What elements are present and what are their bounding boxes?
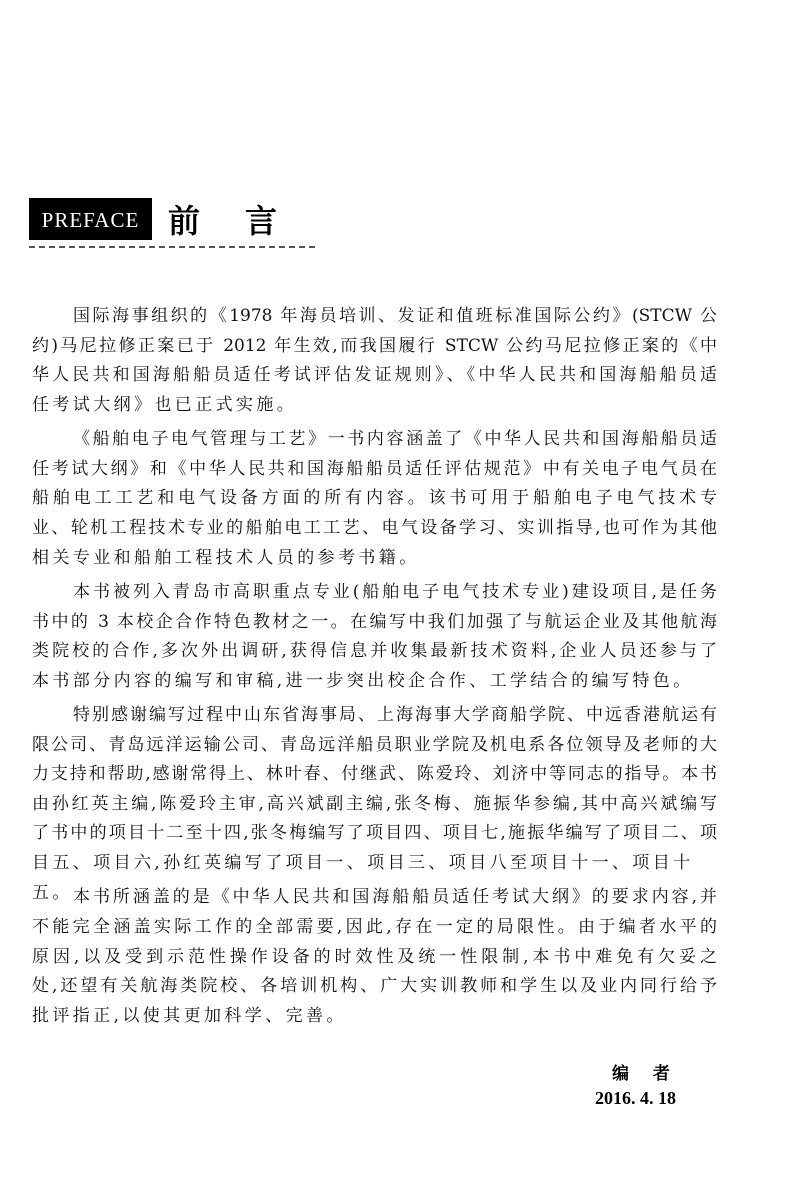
paragraph	[32, 302, 717, 420]
preface-body	[32, 302, 717, 1031]
text-line: 船舶电工工艺和电气设备方面的所有内容。该书可用于船舶电子电气技术专	[32, 488, 717, 509]
text-line: 国际海事组织的《1978 年海员培训、发证和值班标准国际公约》(STCW 公	[73, 306, 717, 326]
text-line: 华人民共和国海船船员适任考试评估发证规则》、《中华人民共和国海船船员适	[32, 365, 717, 386]
text-line: 限公司、青岛远洋运输公司、青岛远洋船员职业学院及机电系各位领导及老师的大	[32, 734, 717, 755]
text-line: 原因,以及受到示范性操作设备的时效性及统一性限制,本书中难免有欠妥之	[32, 946, 717, 967]
page-title-char: 前	[168, 202, 201, 240]
text-line: 本书部分内容的编写和审稿,进一步突出校企合作、工学结合的编写特色。	[32, 670, 694, 691]
text-line: 目五、项目六,孙红英编写了项目一、项目三、项目八至项目十一、项目十五。	[32, 853, 694, 903]
text-line: 本书被列入青岛市高职重点专业(船舶电子电气技术专业)建设项目,是任务	[73, 581, 717, 602]
paragraph	[32, 883, 717, 1031]
text-line: 了书中的项目十二至十四,张冬梅编写了项目四、项目七,施振华编写了项目二、项	[32, 823, 717, 844]
text-line: 《船舶电子电气管理与工艺》一书内容涵盖了《中华人民共和国海船船员适	[73, 429, 717, 450]
text-line: 力支持和帮助,感谢常得上、林叶春、付继武、陈爱玲、刘济中等同志的指导。本书	[32, 764, 717, 785]
text-line: 不能完全涵盖实际工作的全部需要,因此,存在一定的局限性。由于编者水平的	[32, 917, 717, 938]
text-line: 特别感谢编写过程中山东省海事局、上海海事大学商船学院、中远香港航运有	[73, 705, 717, 726]
text-line: 相关专业和船舶工程技术人员的参考书籍。	[32, 547, 420, 568]
paragraph	[32, 425, 717, 573]
preface-label-box	[29, 198, 152, 240]
paragraph	[32, 578, 717, 696]
text-line: 批评指正,以使其更加科学、完善。	[32, 1005, 347, 1026]
page-title-char: 言	[245, 202, 278, 240]
text-line: 业、轮机工程技术专业的船舶电工工艺、电气设备学习、实训指导,也可作为其他	[32, 517, 717, 538]
text-line: 处,还望有关航海类院校、各培训机构、广大实训教师和学生以及业内同行给予	[32, 976, 717, 997]
preface-label: PREFACE	[41, 207, 140, 232]
text-line: 书中的 3 本校企合作特色教材之一。在编写中我们加强了与航运企业及其他航海	[32, 611, 717, 632]
text-line: 类院校的合作,多次外出调研,获得信息并收集最新技术资料,企业人员还参与了	[32, 641, 717, 662]
text-line: 由孙红英主编,陈爱玲主审,高兴斌副主编,张冬梅、施振华参编,其中高兴斌编写	[32, 793, 717, 814]
text-line: 任考试大纲》也已正式实施。	[32, 394, 298, 415]
text-line: 任考试大纲》和《中华人民共和国海船船员适任评估规范》中有关电子电气员在	[32, 458, 717, 479]
text-line: 约)马尼拉修正案已于 2012 年生效,而我国履行 STCW 公约马尼拉修正案的《中	[32, 335, 717, 356]
signature-author: 编 者	[612, 1064, 670, 1084]
text-line: 本书所涵盖的是《中华人民共和国海船船员适任考试大纲》的要求内容,并	[73, 887, 717, 908]
dashed-divider	[29, 246, 318, 248]
signature-date: 2016. 4. 18	[595, 1088, 676, 1108]
